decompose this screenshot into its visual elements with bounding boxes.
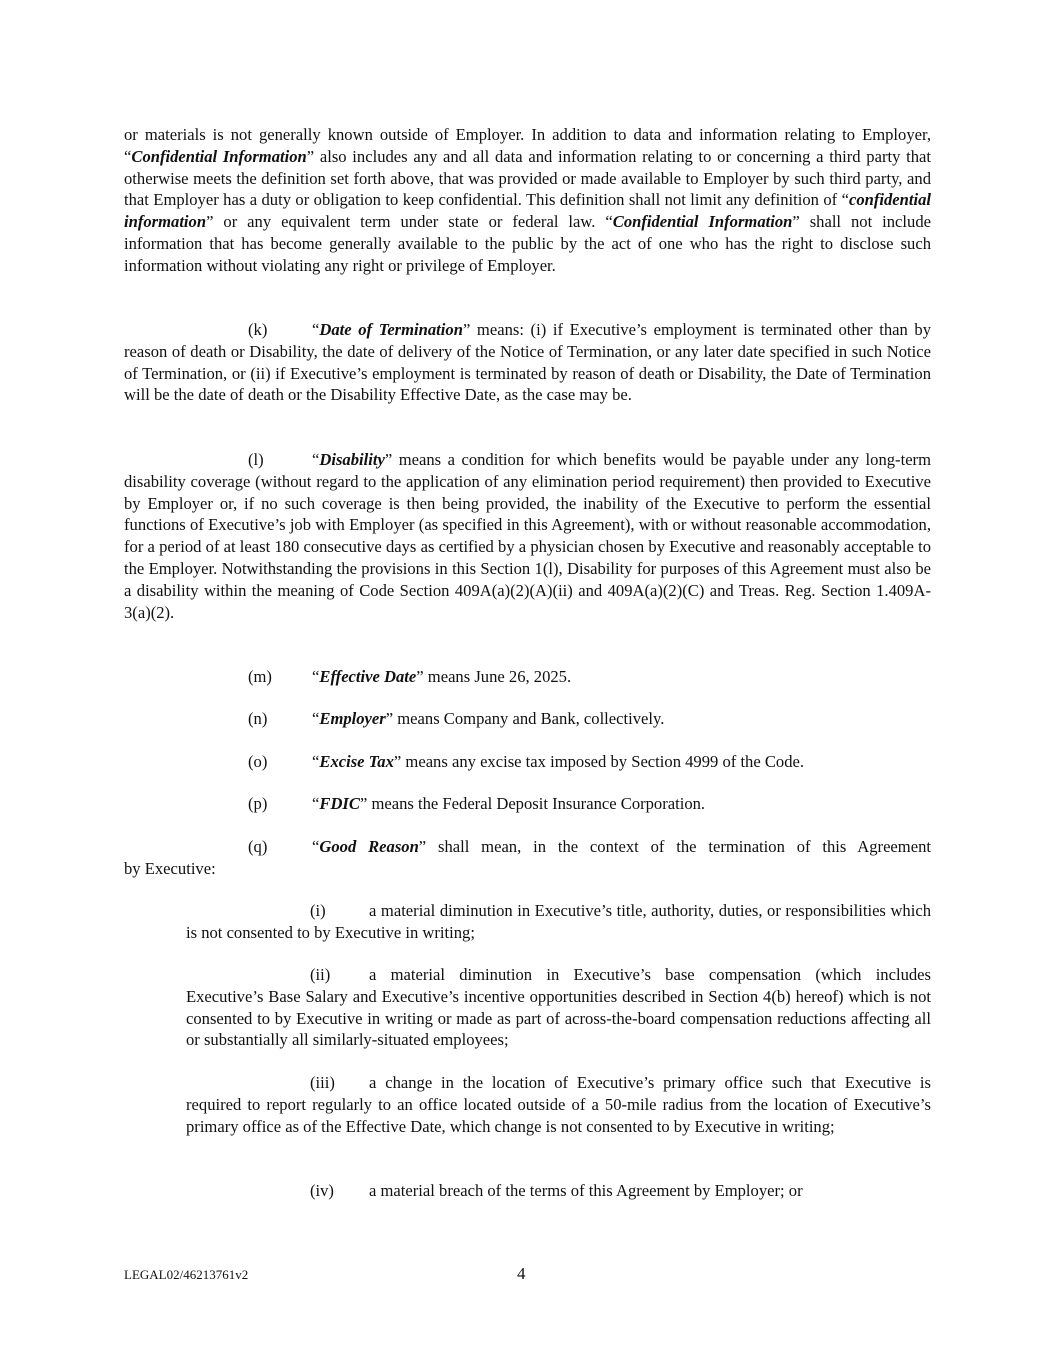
defined-term: Confidential Information — [612, 212, 793, 232]
good-reason-item-iv: (iv) a material breach of the terms of this Agreement by Employer; or — [310, 1181, 803, 1200]
clause-label: (l) — [248, 450, 264, 469]
definition-o: (o) “Excise Tax” means any excise tax imposed by Section 4999 of the Code. — [248, 752, 805, 771]
item-label: (i) — [310, 901, 326, 920]
defined-term: confidential information — [124, 190, 931, 232]
definition-n: (n) “Employer” means Company and Bank, collectively. — [248, 709, 665, 728]
definition-q-first-line: (q) “Good Reason” shall mean, in the context of the termination of this Agreement — [248, 837, 931, 856]
item-label: (iv) — [310, 1181, 334, 1200]
document-id: LEGAL02/46213761v2 — [124, 1267, 249, 1282]
clause-label: (n) — [248, 709, 268, 728]
defined-term: FDIC — [319, 794, 360, 813]
page-number: 4 — [517, 1264, 526, 1283]
definition-k: (k) “Date of Termination” means: (i) if Executive’s employment is terminated other than by reason of death or Disability, the date of delivery of the Notice of Termination, or any later date specified in such Notice of Termination, or (ii) if Executive’s employment is terminated by reason of death or Disability, the Date of Termination will be the date of death or the Disability Effective Date, as the case may be. — [124, 320, 931, 405]
intro-paragraph: or materials is not generally known outside of Employer. In addition to data and information relating to Employer, “Confidential Information” also includes any and all data and information relating to or concerning a third party that otherwise meets the definition set forth above, that was provided or made available to Employer by such third party, and that Employer has a duty or obligation to keep confidential. This definition shall not limit any definition of “confidential information” or any equivalent term under state or federal law. “Confidential Information” shall not include information that has become generally available to the public by the act of one who has the right to disclose such information without violating any right or privilege of Employer. — [124, 125, 931, 275]
clause-label: (q) — [248, 837, 268, 856]
defined-term: Effective Date — [319, 667, 417, 686]
definition-p: (p) “FDIC” means the Federal Deposit Insurance Corporation. — [248, 794, 706, 813]
definition-q-continuation: by Executive: — [124, 858, 216, 878]
item-label: (iii) — [310, 1073, 335, 1092]
clause-label: (o) — [248, 752, 268, 771]
clause-label: (k) — [248, 320, 268, 339]
defined-term: Confidential Information — [131, 146, 307, 166]
defined-term: Date of Termination — [319, 320, 463, 339]
good-reason-item-iii: (iii) a change in the location of Executive’s primary office such that Executive is required to report regularly to an office located outside of a 50-mile radius from the location of Executive’s primary office as of the Effective Date, which change is not consented to by Executive in writing; — [186, 1073, 931, 1136]
defined-term: Employer — [319, 709, 386, 728]
definition-l: (l) “Disability” means a condition for which benefits would be payable under any long-term disability coverage (without regard to the application of any elimination period requirement) then provided to Executive by Employer or, if no such coverage is then being provided, the inability of the Executive to perform the essential functions of Executive’s job with Employer (as specified in this Agreement), with or without reasonable accommodation, for a period of at least 180 consecutive days as certified by a physician chosen by Executive and reasonably acceptable to the Employer. Notwithstanding the provisions in this Section 1(l), Disability for purposes of this Agreement must also be a disability within the meaning of Code Section 409A(a)(2)(A)(ii) and 409A(a)(2)(C) and Treas. Reg. Section 1.409A-3(a)(2). — [124, 450, 931, 622]
clause-label: (p) — [248, 794, 268, 813]
item-label: (ii) — [310, 965, 331, 984]
defined-term: Good Reason — [319, 837, 419, 856]
good-reason-item-ii: (ii) a material diminution in Executive’s base compensation (which includes Executive’s Base Salary and Executive’s incentive opportunities described in Section 4(b) hereof) which is not consented to by Executive in writing or made as part of across-the-board compensation reductions affecting all or substantially all similarly-situated employees; — [186, 965, 931, 1050]
good-reason-item-i: (i) a material diminution in Executive’s title, authority, duties, or responsibilities which is not consented to by Executive in writing; — [186, 901, 931, 942]
defined-term: Disability — [319, 450, 385, 469]
definition-m: (m) “Effective Date” means June 26, 2025. — [248, 667, 572, 686]
clause-label: (m) — [248, 667, 272, 686]
definition-q — [124, 836, 931, 880]
defined-term: Excise Tax — [319, 752, 394, 771]
